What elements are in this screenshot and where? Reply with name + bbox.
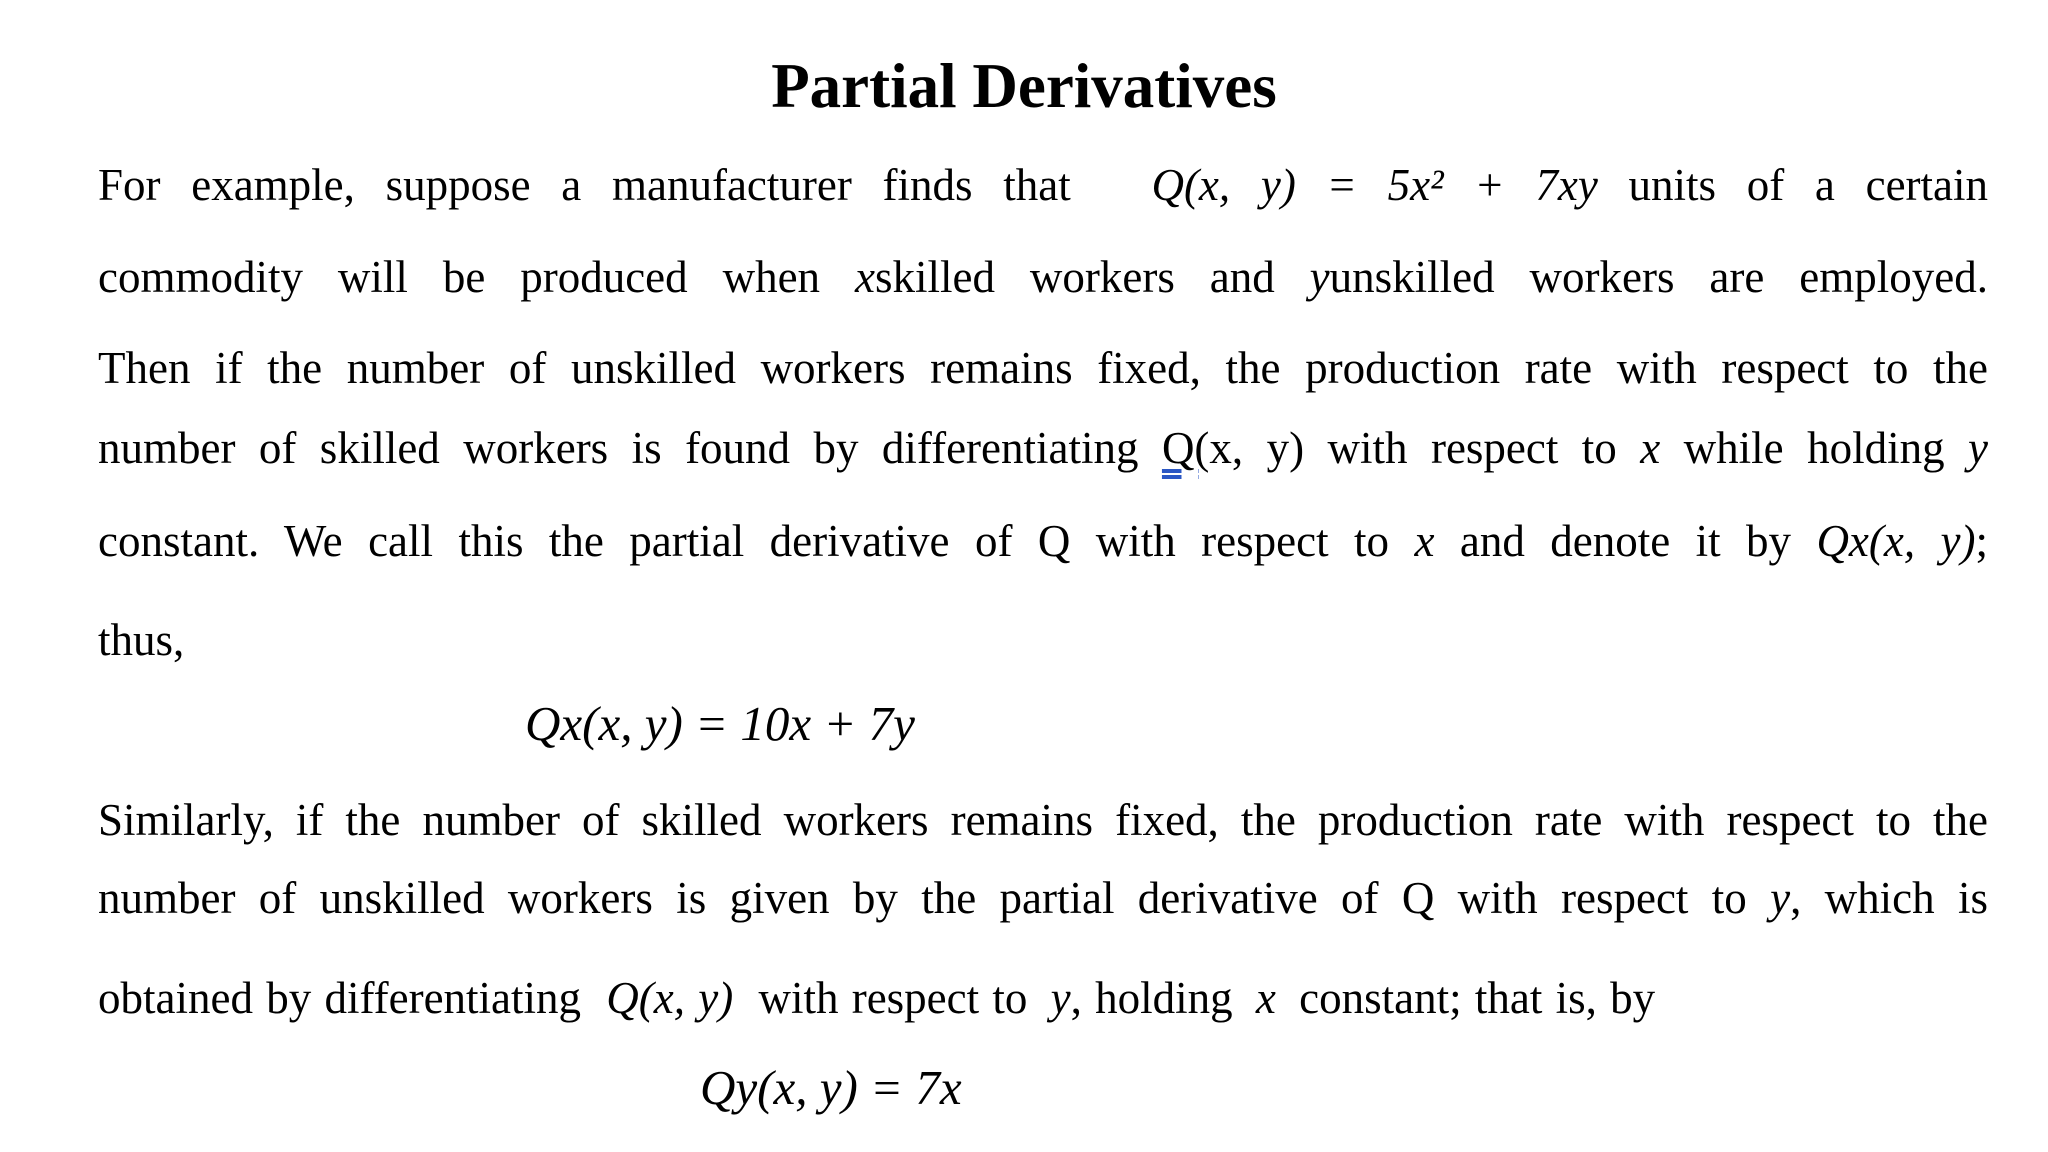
- paragraph-2-line-2: [98, 870, 1988, 926]
- formula-qx: Qx(x, y): [1816, 516, 1976, 566]
- variable-x: x: [854, 252, 875, 302]
- text-run: commodity will be produced when: [98, 252, 821, 302]
- text-run: skilled workers and: [874, 252, 1275, 302]
- equation-qy: Qy(x, y) = 7x: [700, 1060, 962, 1115]
- formula-q: Q(x, y): [606, 973, 734, 1023]
- paragraph-2-line-1: Similarly, if the number of skilled workers remains fixed, the production rate with respect to the: [98, 795, 1988, 845]
- paragraph-1-line-2: [98, 249, 1988, 305]
- variable-y: y: [1309, 252, 1330, 302]
- variable-y: y: [1968, 423, 1989, 473]
- variable-y: y: [1770, 873, 1791, 923]
- equation-qx: Qx(x, y) = 10x + 7y: [525, 696, 915, 751]
- text-run: ;: [1975, 516, 1989, 566]
- variable-x: x: [1255, 973, 1276, 1023]
- text-run: constant; that is, by: [1299, 973, 1656, 1023]
- text-run: units of a certain: [1628, 160, 1989, 210]
- text-run: with respect to: [758, 973, 1028, 1023]
- text-run: constant. We call this the partial derivative of Q with respect to: [98, 516, 1390, 566]
- text-run: obtained by differentiating: [98, 973, 582, 1023]
- text-run: , which is: [1790, 873, 1988, 923]
- paragraph-1-line-4: [98, 420, 1988, 476]
- formula-q-definition: Q(x, y) = 5x² + 7xy: [1151, 160, 1598, 210]
- variable-x: x: [1640, 423, 1661, 473]
- paragraph-1-line-1: [98, 157, 1988, 213]
- paragraph-2-line-3: [98, 970, 1988, 1026]
- paragraph-1-line-3: Then if the number of unskilled workers remains fixed, the production rate with respect to the: [98, 343, 1988, 393]
- text-run: while holding: [1683, 423, 1945, 473]
- text-run: and denote it by: [1459, 516, 1792, 566]
- text-run: x, y) with respect to: [1209, 423, 1617, 473]
- variable-y: y: [1050, 973, 1071, 1023]
- text-run: number of skilled workers is found by differentiating: [98, 423, 1139, 473]
- variable-x: x: [1414, 516, 1435, 566]
- underlined-q: Q(: [1161, 423, 1210, 473]
- text-run: , holding: [1070, 973, 1233, 1023]
- text-run: unskilled workers are employed.: [1329, 252, 1988, 302]
- paragraph-1-line-5: [98, 513, 1988, 569]
- text-run: number of unskilled workers is given by the partial derivative of Q with respect to: [98, 873, 1747, 923]
- text-run: For example, suppose a manufacturer finds that: [98, 160, 1071, 210]
- paragraph-1-line-6: thus,: [98, 615, 185, 665]
- page-title: Partial Derivatives: [771, 51, 1277, 121]
